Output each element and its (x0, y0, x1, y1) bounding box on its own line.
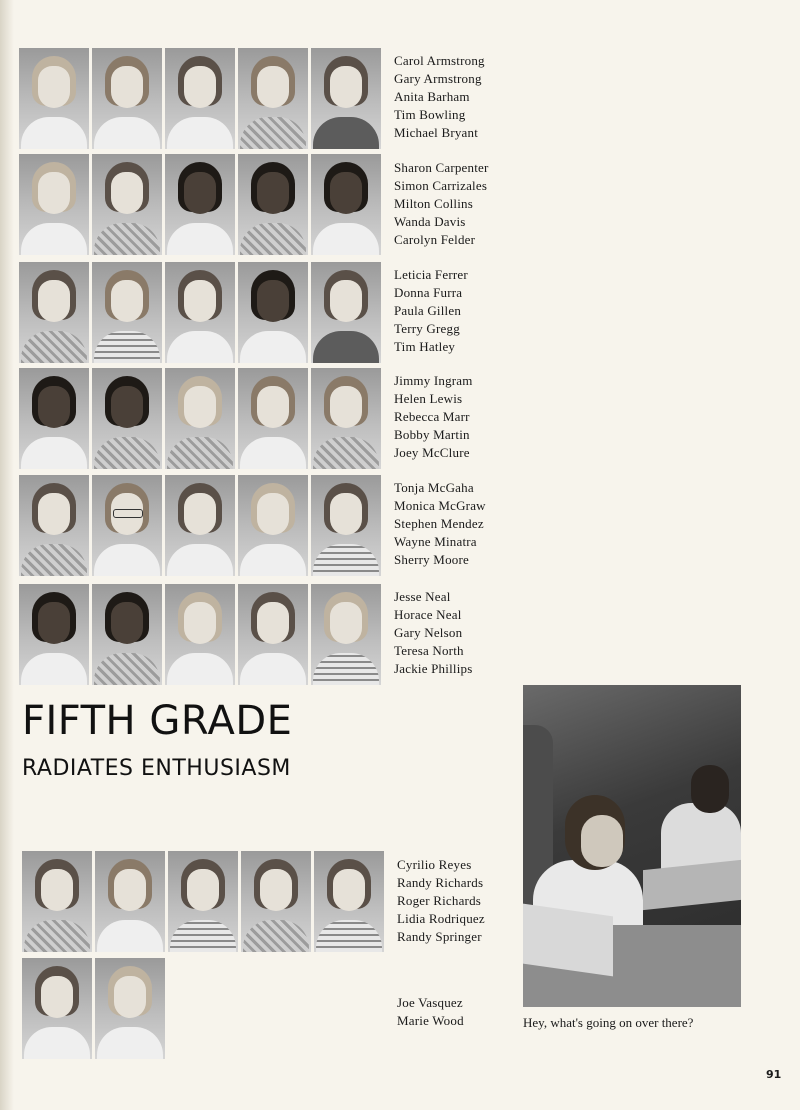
classroom-candid-photo (523, 685, 741, 1007)
student-name: Randy Richards (397, 875, 484, 890)
portrait (168, 851, 238, 952)
student-name: Tim Bowling (394, 107, 466, 122)
portrait (92, 368, 162, 469)
name-list-1 (394, 52, 485, 142)
portrait (19, 368, 89, 469)
photo-caption: Hey, what's going on over there? (523, 1015, 694, 1030)
portrait (314, 851, 384, 952)
portrait (165, 154, 235, 255)
portrait (92, 154, 162, 255)
page-subtitle: RADIATES ENTHUSIASM (22, 756, 291, 781)
portrait (22, 958, 92, 1059)
name-list-3 (394, 266, 468, 356)
student-name: Leticia Ferrer (394, 267, 468, 282)
student-name: Michael Bryant (394, 125, 479, 140)
student-name: Wayne Minatra (394, 534, 477, 549)
portrait (238, 262, 308, 363)
student-name: Bobby Martin (394, 427, 470, 442)
student-name: Stephen Mendez (394, 516, 484, 531)
student-name: Rebecca Marr (394, 409, 470, 424)
student-name: Tonja McGaha (394, 480, 474, 495)
student-name: Carol Armstrong (394, 53, 485, 68)
student-name: Lidia Rodriquez (397, 911, 485, 926)
portrait (241, 851, 311, 952)
student-name: Joe Vasquez (397, 995, 463, 1010)
student-name: Marie Wood (397, 1013, 464, 1028)
student-name: Donna Furra (394, 285, 463, 300)
name-list-7 (397, 856, 485, 946)
portrait (165, 475, 235, 576)
portrait (95, 851, 165, 952)
student-name: Jesse Neal (394, 589, 451, 604)
name-list-8 (397, 994, 464, 1030)
student-name: Simon Carrizales (394, 178, 488, 193)
student-name: Helen Lewis (394, 391, 463, 406)
portrait-row-7 (22, 851, 387, 952)
student-name: Paula Gillen (394, 303, 462, 318)
portrait (19, 48, 89, 149)
portrait (19, 154, 89, 255)
portrait (95, 958, 165, 1059)
portrait (238, 368, 308, 469)
student-name: Tim Hatley (394, 339, 456, 354)
page-binding-shadow (0, 0, 14, 1110)
portrait (238, 475, 308, 576)
portrait-row-3 (19, 262, 384, 363)
student-name: Anita Barham (394, 89, 470, 104)
portrait (92, 262, 162, 363)
portrait (92, 48, 162, 149)
student-name: Joey McClure (394, 445, 470, 460)
portrait-row-1 (19, 48, 384, 149)
portrait (92, 584, 162, 685)
student-name: Terry Gregg (394, 321, 460, 336)
portrait (311, 154, 381, 255)
student-name: Roger Richards (397, 893, 482, 908)
portrait (238, 48, 308, 149)
student-name: Jackie Phillips (394, 661, 473, 676)
portrait (22, 851, 92, 952)
portrait (311, 584, 381, 685)
page-title: FIFTH GRADE (22, 698, 293, 744)
student-name: Gary Armstrong (394, 71, 482, 86)
student-name: Gary Nelson (394, 625, 463, 640)
student-name: Carolyn Felder (394, 232, 476, 247)
portrait (165, 368, 235, 469)
portrait (238, 584, 308, 685)
name-list-5 (394, 479, 486, 569)
student-name: Sherry Moore (394, 552, 469, 567)
portrait (92, 475, 162, 576)
student-name: Cyrilio Reyes (397, 857, 472, 872)
portrait (165, 262, 235, 363)
student-name: Monica McGraw (394, 498, 486, 513)
portrait-row-5 (19, 475, 384, 576)
portrait-row-8 (22, 958, 168, 1059)
student-name: Teresa North (394, 643, 464, 658)
name-list-6 (394, 588, 472, 678)
portrait (311, 475, 381, 576)
name-list-2 (394, 159, 489, 249)
portrait (311, 368, 381, 469)
student-name: Jimmy Ingram (394, 373, 473, 388)
portrait-row-2 (19, 154, 384, 255)
portrait (311, 262, 381, 363)
student-name: Horace Neal (394, 607, 462, 622)
portrait (19, 262, 89, 363)
portrait-row-6 (19, 584, 384, 685)
page-number: 91 (766, 1068, 782, 1081)
name-list-4 (394, 372, 473, 462)
student-name: Randy Springer (397, 929, 482, 944)
portrait (19, 584, 89, 685)
student-name: Wanda Davis (394, 214, 466, 229)
student-name: Milton Collins (394, 196, 474, 211)
portrait (311, 48, 381, 149)
portrait (165, 48, 235, 149)
portrait (238, 154, 308, 255)
portrait (19, 475, 89, 576)
portrait-row-4 (19, 368, 384, 469)
portrait (165, 584, 235, 685)
student-name: Sharon Carpenter (394, 160, 489, 175)
